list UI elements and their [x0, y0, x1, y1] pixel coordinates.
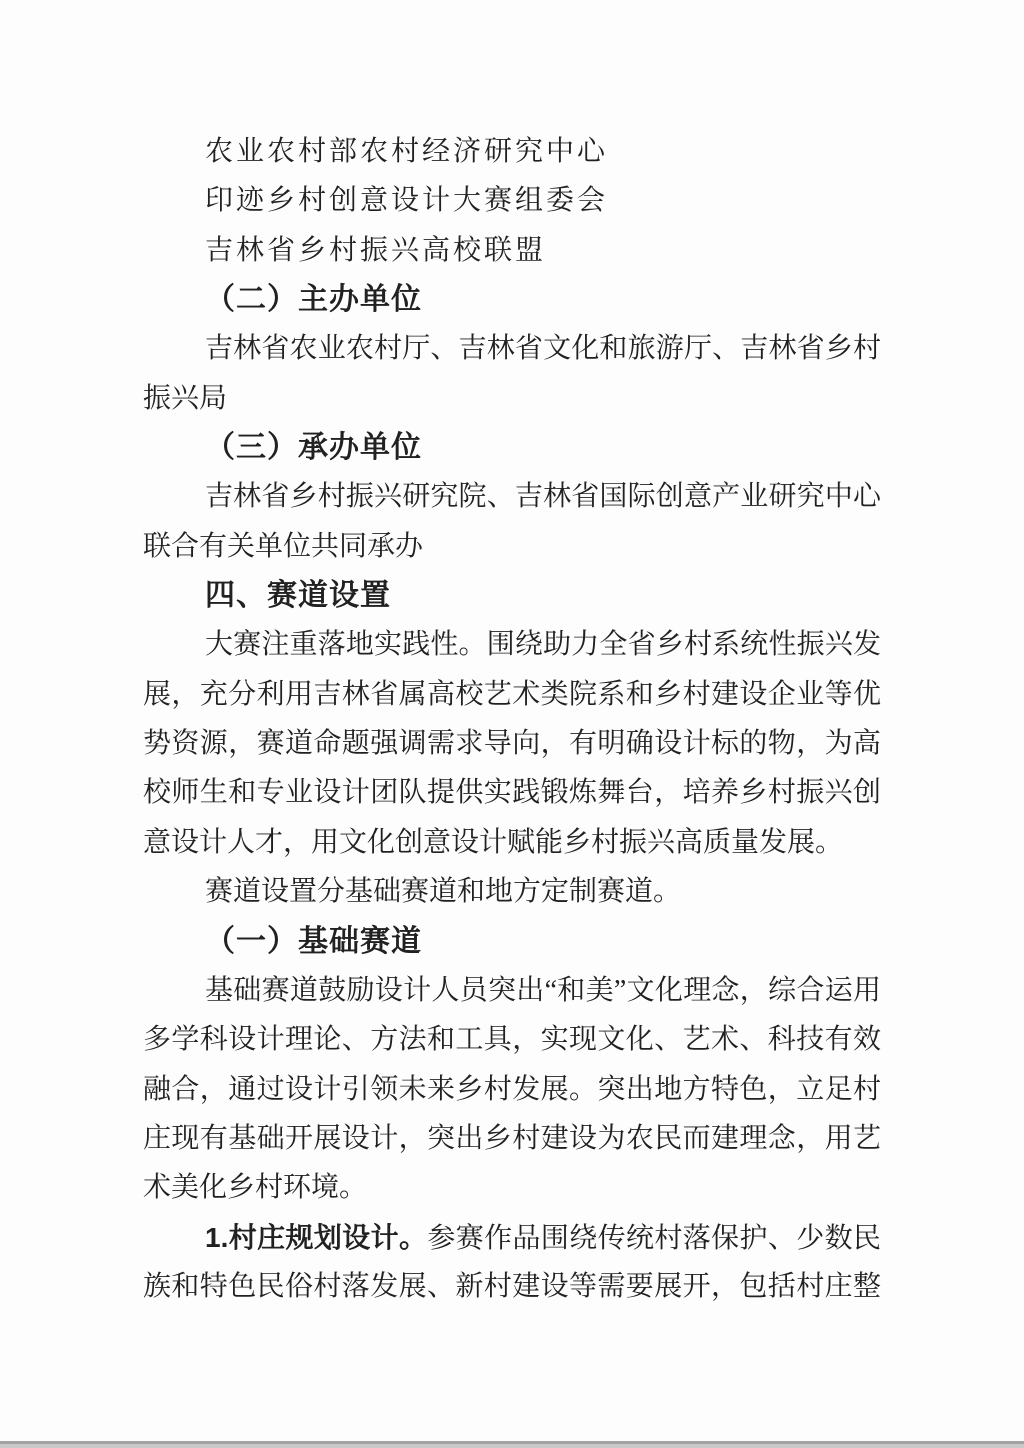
document-text [143, 127, 881, 1311]
text-line [143, 472, 881, 521]
heading-text: 1.村庄规划设计。 [205, 1221, 428, 1253]
body-text: 族和特色民俗村落发展、新村建设等需要展开，包括村庄整 [143, 1270, 881, 1302]
body-text: 振兴局 [143, 382, 228, 414]
heading-text: （二）主办单位 [205, 283, 422, 317]
text-line [143, 670, 881, 719]
body-text: 大赛注重落地实践性。围绕助力全省乡村系统性振兴发 [205, 629, 881, 661]
body-text: 庄现有基础开展设计，突出乡村建设为农民而建理念，用艺 [143, 1122, 881, 1154]
body-text: 意设计人才，用文化创意设计赋能乡村振兴高质量发展。 [143, 826, 844, 858]
heading-text: （三）承办单位 [205, 431, 422, 465]
text-line [143, 423, 881, 472]
text-line [143, 966, 881, 1015]
text-line [143, 522, 881, 571]
text-line [143, 620, 881, 669]
text-line [143, 719, 881, 768]
text-line [143, 1065, 881, 1114]
body-text: 展，充分利用吉林省属高校艺术类院系和乡村建设企业等优 [143, 678, 881, 710]
text-line [143, 1163, 881, 1212]
text-line [143, 1262, 881, 1311]
text-line [143, 818, 881, 867]
body-text: 多学科设计理论、方法和工具，实现文化、艺术、科技有效 [143, 1024, 881, 1056]
body-text: 吉林省乡村振兴研究院、吉林省国际创意产业研究中心 [205, 481, 881, 513]
body-text: 农业农村部农村经济研究中心 [205, 136, 609, 167]
text-line [143, 374, 881, 423]
text-line [143, 127, 881, 176]
body-text: 校师生和专业设计团队提供实践锻炼舞台，培养乡村振兴创 [143, 777, 881, 809]
body-text: 吉林省乡村振兴高校联盟 [205, 234, 547, 266]
text-line [143, 226, 881, 275]
text-line [143, 324, 881, 373]
heading-text: 四、赛道设置 [205, 579, 391, 613]
text-line [143, 917, 881, 966]
text-line [143, 275, 881, 324]
body-text: 吉林省农业农村厅、吉林省文化和旅游厅、吉林省乡村 [205, 333, 881, 365]
text-line [143, 176, 881, 225]
body-text: 赛道设置分基础赛道和地方定制赛道。 [205, 876, 682, 908]
scan-edge-bottom [0, 1441, 1024, 1448]
text-line [143, 867, 881, 916]
text-line [143, 768, 881, 817]
body-text: 势资源，赛道命题强调需求导向，有明确设计标的物，为高 [143, 728, 881, 760]
text-line [143, 1015, 881, 1064]
body-text: 印迹乡村创意设计大赛组委会 [205, 185, 609, 217]
body-text: 参赛作品围绕传统村落保护、少数民 [427, 1222, 881, 1254]
body-text: 基础赛道鼓励设计人员突出“和美”文化理念，综合运用 [205, 974, 881, 1006]
text-line [143, 571, 881, 620]
body-text: 术美化乡村环境。 [143, 1172, 368, 1204]
heading-text: （一）基础赛道 [205, 924, 422, 958]
text-line [143, 1114, 881, 1163]
body-text: 融合，通过设计引领未来乡村发展。突出地方特色，立足村 [143, 1073, 881, 1105]
text-line [143, 1213, 881, 1262]
body-text: 联合有关单位共同承办 [143, 530, 424, 562]
